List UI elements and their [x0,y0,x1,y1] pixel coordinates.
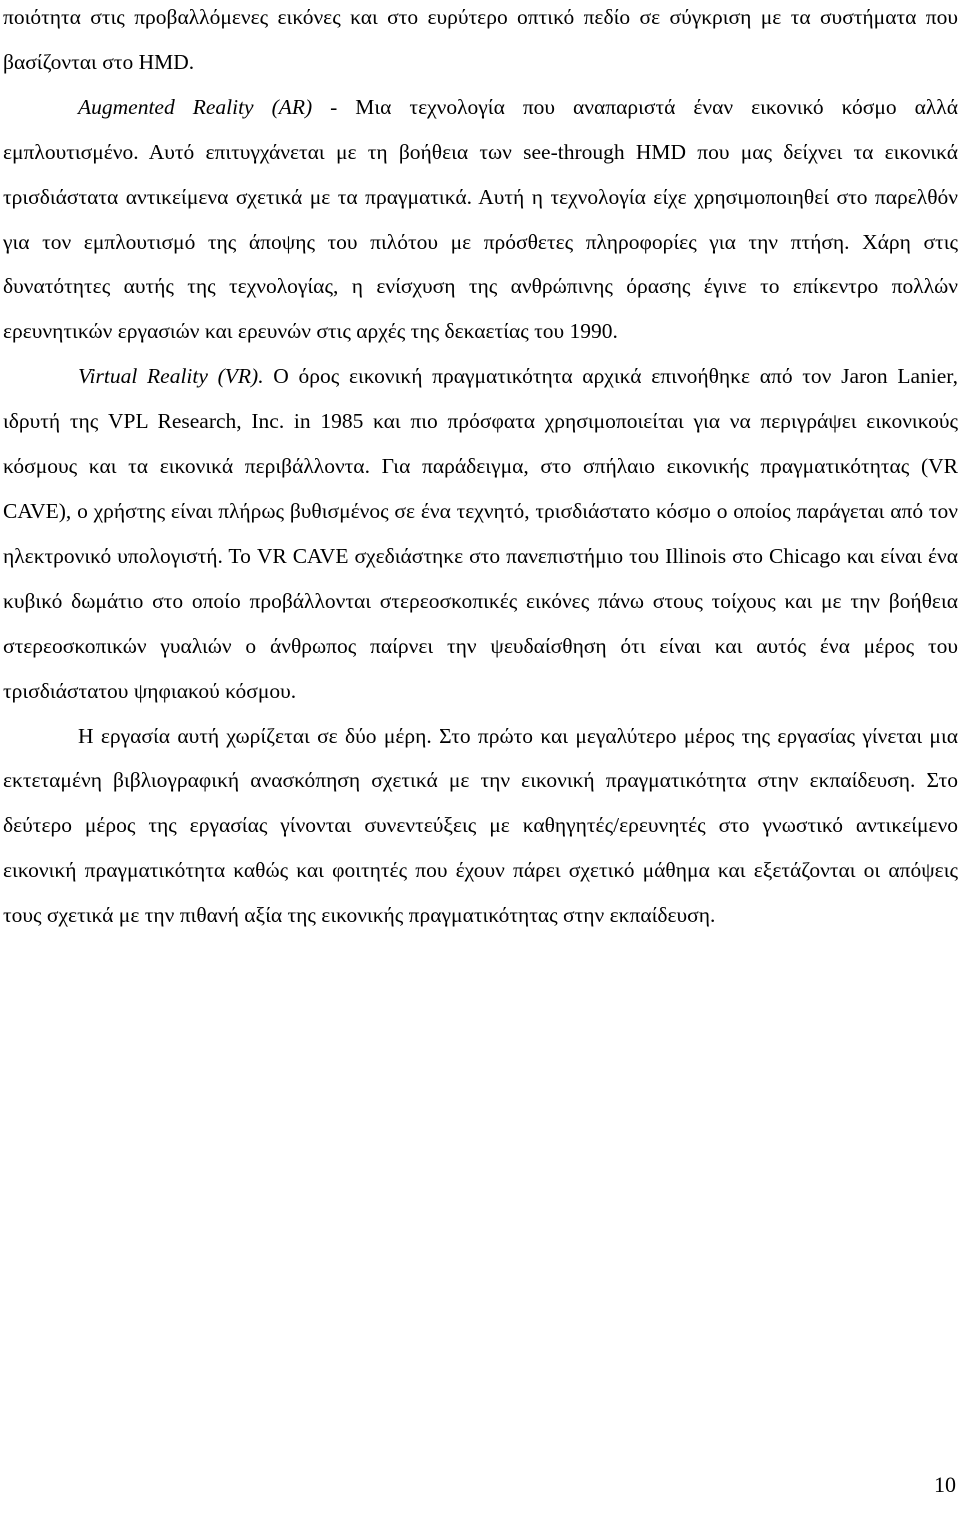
paragraph-text: Η εργασία αυτή χωρίζεται σε δύο μέρη. Στο πρώτο και μεγαλύτερο μέρος της εργασίας γίνεται μια εκτεταμένη βιβλιογραφική ανασκόπηση σχετικά με την εικονική πραγματικότητα στην εκπαίδευση. Στο δεύτερο μέρος της εργασίας γίνονται συνεντεύξεις με καθηγητές/ερευνητές στο γνωστικό αντικείμενο εικονική πραγματικότητα καθώς και φοιτητές που έχουν πάρει σχετικό μάθημα και εξετάζονται οι απόψεις τους σχετικά με την πιθανή αξία της εικονικής πραγματικότητας στην εκπαίδευση. [3,723,958,928]
page-number: 10 [934,1472,956,1497]
term-augmented-reality: Augmented Reality (AR) [78,94,313,119]
paragraph-text: Ο όρος εικονική πραγματικότητα αρχικά επινοήθηκε από τον Jaron Lanier, ιδρυτή της VPL Research, Inc. in 1985 και πιο πρόσφατα χρησιμοποιείται για να περιγράψει εικονικούς κόσμους και τα εικονικά περιβάλλοντα. Για παράδειγμα, στο σπήλαιο εικονικής πραγματικότητας (VR CAVE), ο χρήστης είναι πλήρως βυθισμένος σε ένα τεχνητό, τρισδιάστατο κόσμο ο οποίος παράγεται από τον ηλεκτρονικό υπολογιστή. Το VR CAVE σχεδιάστηκε στο πανεπιστήμιο του Illinois στο Chicago και είναι ένα κυβικό δωμάτιο στο οποίο προβάλλονται στερεοσκοπικές εικόνες πάνω στους τοίχους και με την βοήθεια στερεοσκοπικών γυαλιών ο άνθρωπος παίρνει την ψευδαίσθηση ότι είναι και αυτός ένα μέρος του τρισδιάστατου ψηφιακού κόσμου. [3,364,958,703]
paragraph-text: - Μια τεχνολογία που αναπαριστά έναν εικονικό κόσμο αλλά εμπλουτισμένο. Αυτό επιτυγχάνεται με τη βοήθεια των see-through HMD που μας δείχνει τα εικονικά τρισδιάστατα αντικείμενα σχετικά με τα πραγματικά. Αυτή η τεχνολογία είχε χρησιμοποιηθεί στο παρελθόν για τον εμπλουτισμό της άποψης του πιλότου με πρόσθετες πληροφορίες για την πτήση. Χάρη στις δυνατότητες αυτής της τεχνολογίας, η ενίσχυση της ανθρώπινης όρασης έγινε το επίκεντρο πολλών ερευνητικών εργασιών και ερευνών στις αρχές της δεκαετίας του 1990. [3,94,958,344]
paragraph-work-structure [3,714,958,939]
paragraph-augmented-reality [3,85,958,354]
paragraph-virtual-reality [3,354,958,713]
paragraph-text: ποιότητα στις προβαλλόμενες εικόνες και στο ευρύτερο οπτικό πεδίο σε σύγκριση με τα συστήματα που βασίζονται στο HMD. [3,5,958,74]
paragraph-hmd-continuation [3,0,958,85]
body-text [3,0,958,938]
term-virtual-reality: Virtual Reality (VR). [78,364,264,389]
